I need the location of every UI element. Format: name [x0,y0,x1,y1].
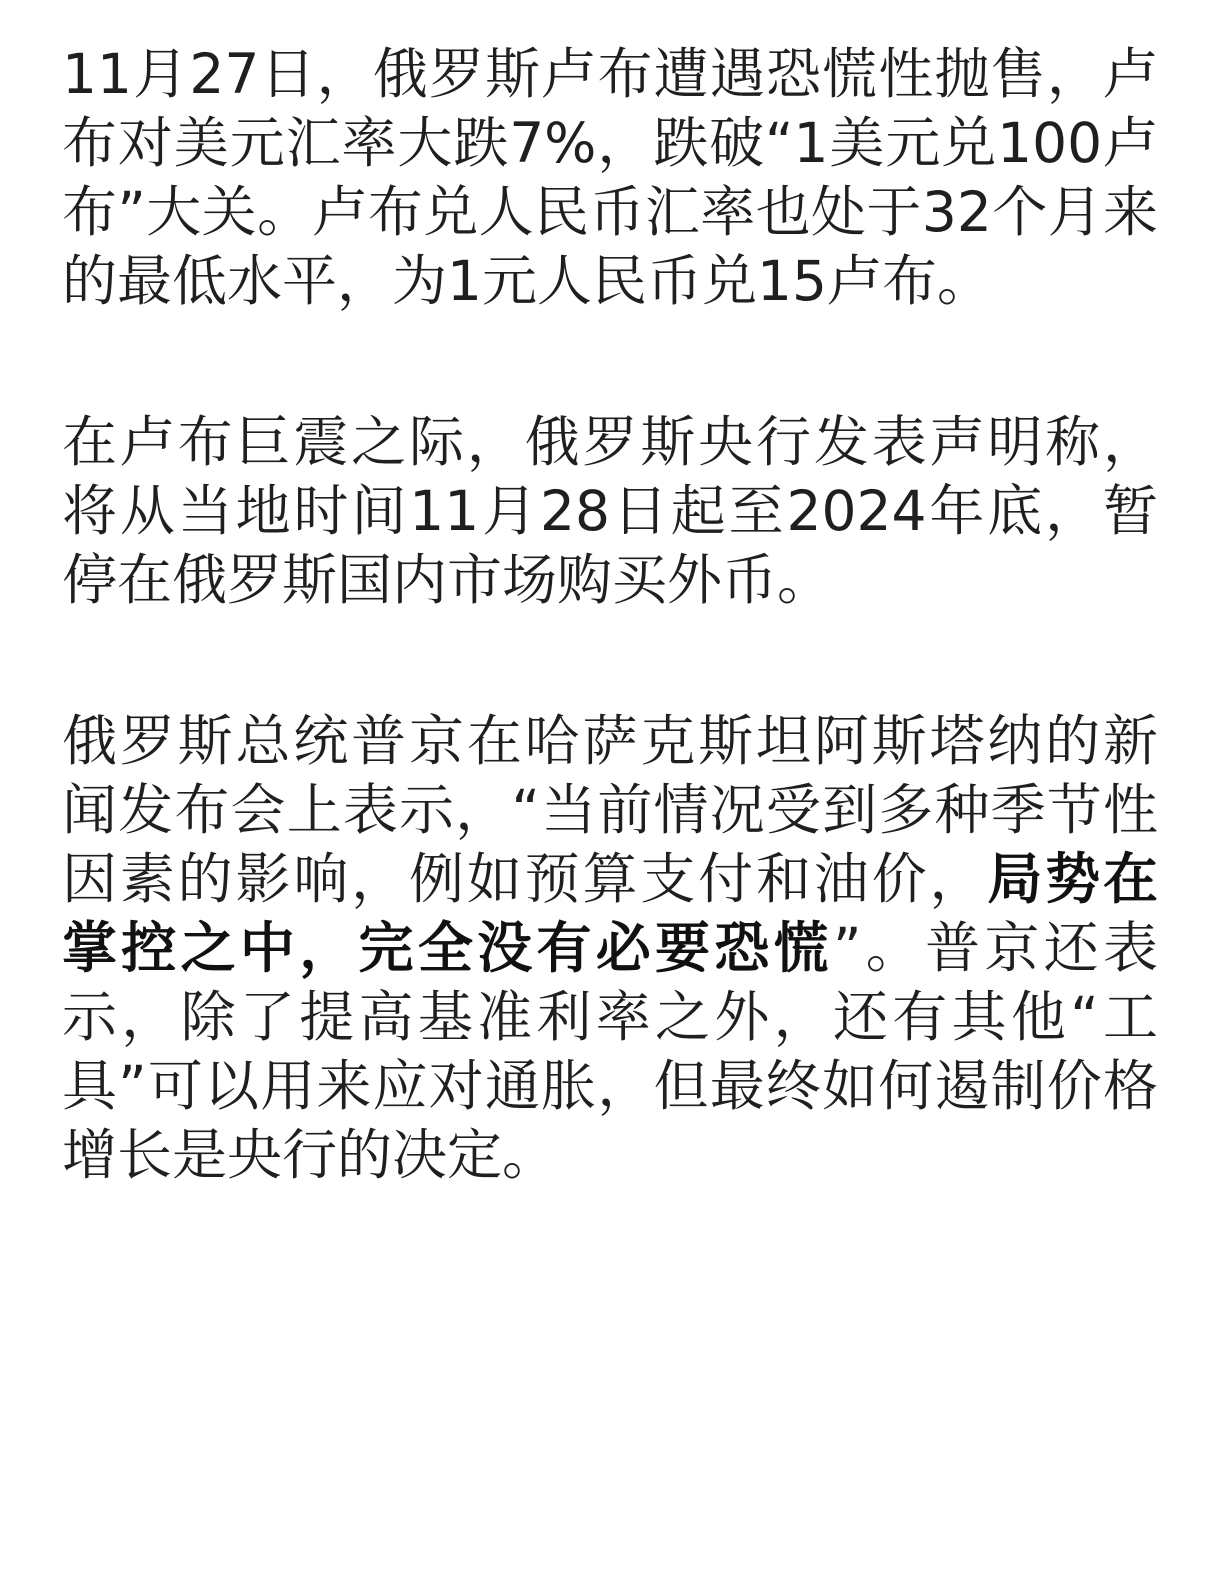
paragraph-text-before: 俄罗斯总统普京在哈萨克斯坦阿斯塔纳的新闻发布会上表示，“当前情况受到多种季节性因素的影响，例如预算支付和油价， [62,709,1158,911]
paragraph-text: 11月27日，俄罗斯卢布遭遇恐慌性抛售，卢布对美元汇率大跌7%，跌破“1美元兑100卢布”大关。卢布兑人民币汇率也处于32个月来的最低水平，为1元人民币兑15卢布。 [62,42,1158,313]
paragraph-text-after: ”。普京还表示，除了提高基准利率之外，还有其他“工具”可以用来应对通胀，但最终如何遏制价格增长是央行的决定。 [62,916,1158,1187]
paragraph-putin-remarks [62,707,1158,1190]
paragraph-text: 在卢布巨震之际，俄罗斯央行发表声明称，将从当地时间11月28日起至2024年底，暂停在俄罗斯国内市场购买外币。 [62,410,1158,612]
article-body [62,40,1158,1190]
paragraph-central-bank-statement [62,408,1158,615]
paragraph-ruble-selloff [62,40,1158,316]
paragraph-bold-quote: 局势在掌控之中，完全没有必要恐慌 [62,847,1158,980]
